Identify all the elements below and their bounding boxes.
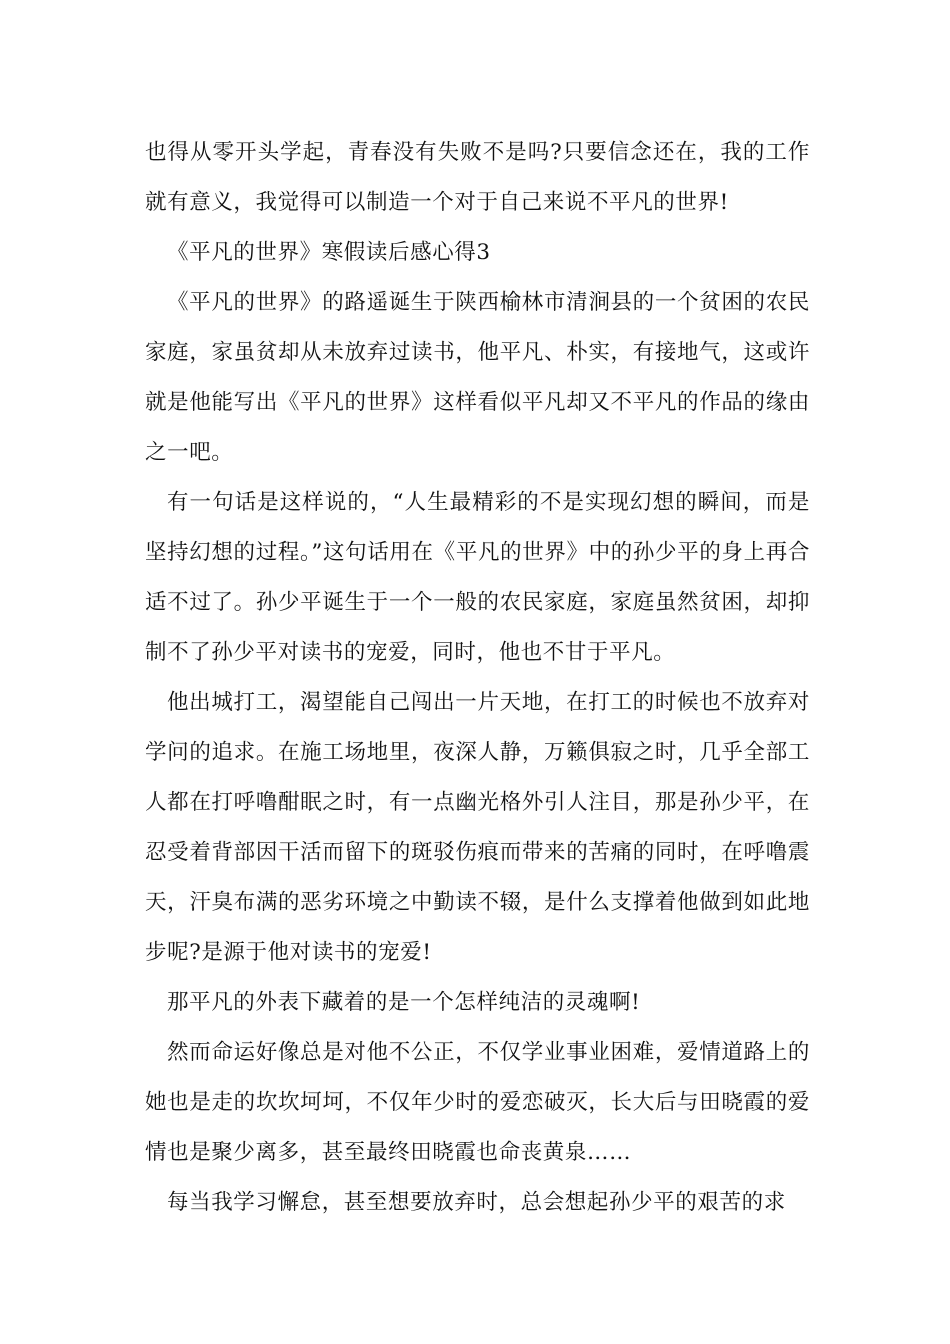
paragraph-continuation: 也得从零开头学起，青春没有失败不是吗?只要信念还在，我的工作就有意义，我觉得可以制造一个对于自己来说不平凡的世界! [145, 140, 810, 215]
paragraph: 他出城打工，渴望能自己闯出一片天地，在打工的时候也不放弃对学问的追求。在施工场地里，夜深人静，万籁俱寂之时，几乎全部工人都在打呼噜酣眠之时，有一点幽光格外引人注目，那是孙少平，在忍受着背部因干活而留下的斑驳伤痕而带来的苦痛的同时，在呼噜震天，汗臭布满的恶劣环境之中勤读不辍，是什么支撑着他做到如此地步呢?是源于他对读书的宠爱! [145, 690, 810, 965]
paragraph: 那平凡的外表下藏着的是一个怎样纯洁的灵魂啊! [167, 990, 641, 1015]
paragraph: 然而命运好像总是对他不公正，不仅学业事业困难，爱情道路上的她也是走的坎坎坷坷，不仅年少时的爱恋破灭，长大后与田晓霞的爱情也是聚少离多，甚至最终田晓霞也命丧黄泉…… [145, 1040, 810, 1165]
paragraph-truncated: 每当我学习懈怠，甚至想要放弃时，总会想起孙少平的艰苦的求 [167, 1190, 786, 1215]
section-heading: 《平凡的世界》寒假读后感心得3 [167, 240, 491, 265]
paragraph: 有一句话是这样说的，“人生最精彩的不是实现幻想的瞬间，而是坚持幻想的过程。”这句话用在《平凡的世界》中的孙少平的身上再合适不过了。孙少平诞生于一个一般的农民家庭，家庭虽然贫困，却抑制不了孙少平对读书的宠爱，同时，他也不甘于平凡。 [145, 490, 810, 665]
document-page [145, 128, 810, 1228]
paragraph: 《平凡的世界》的路遥诞生于陕西榆林市清涧县的一个贫困的农民家庭，家虽贫却从未放弃过读书，他平凡、朴实，有接地气，这或许就是他能写出《平凡的世界》这样看似平凡却又不平凡的作品的缘由之一吧。 [145, 290, 810, 465]
